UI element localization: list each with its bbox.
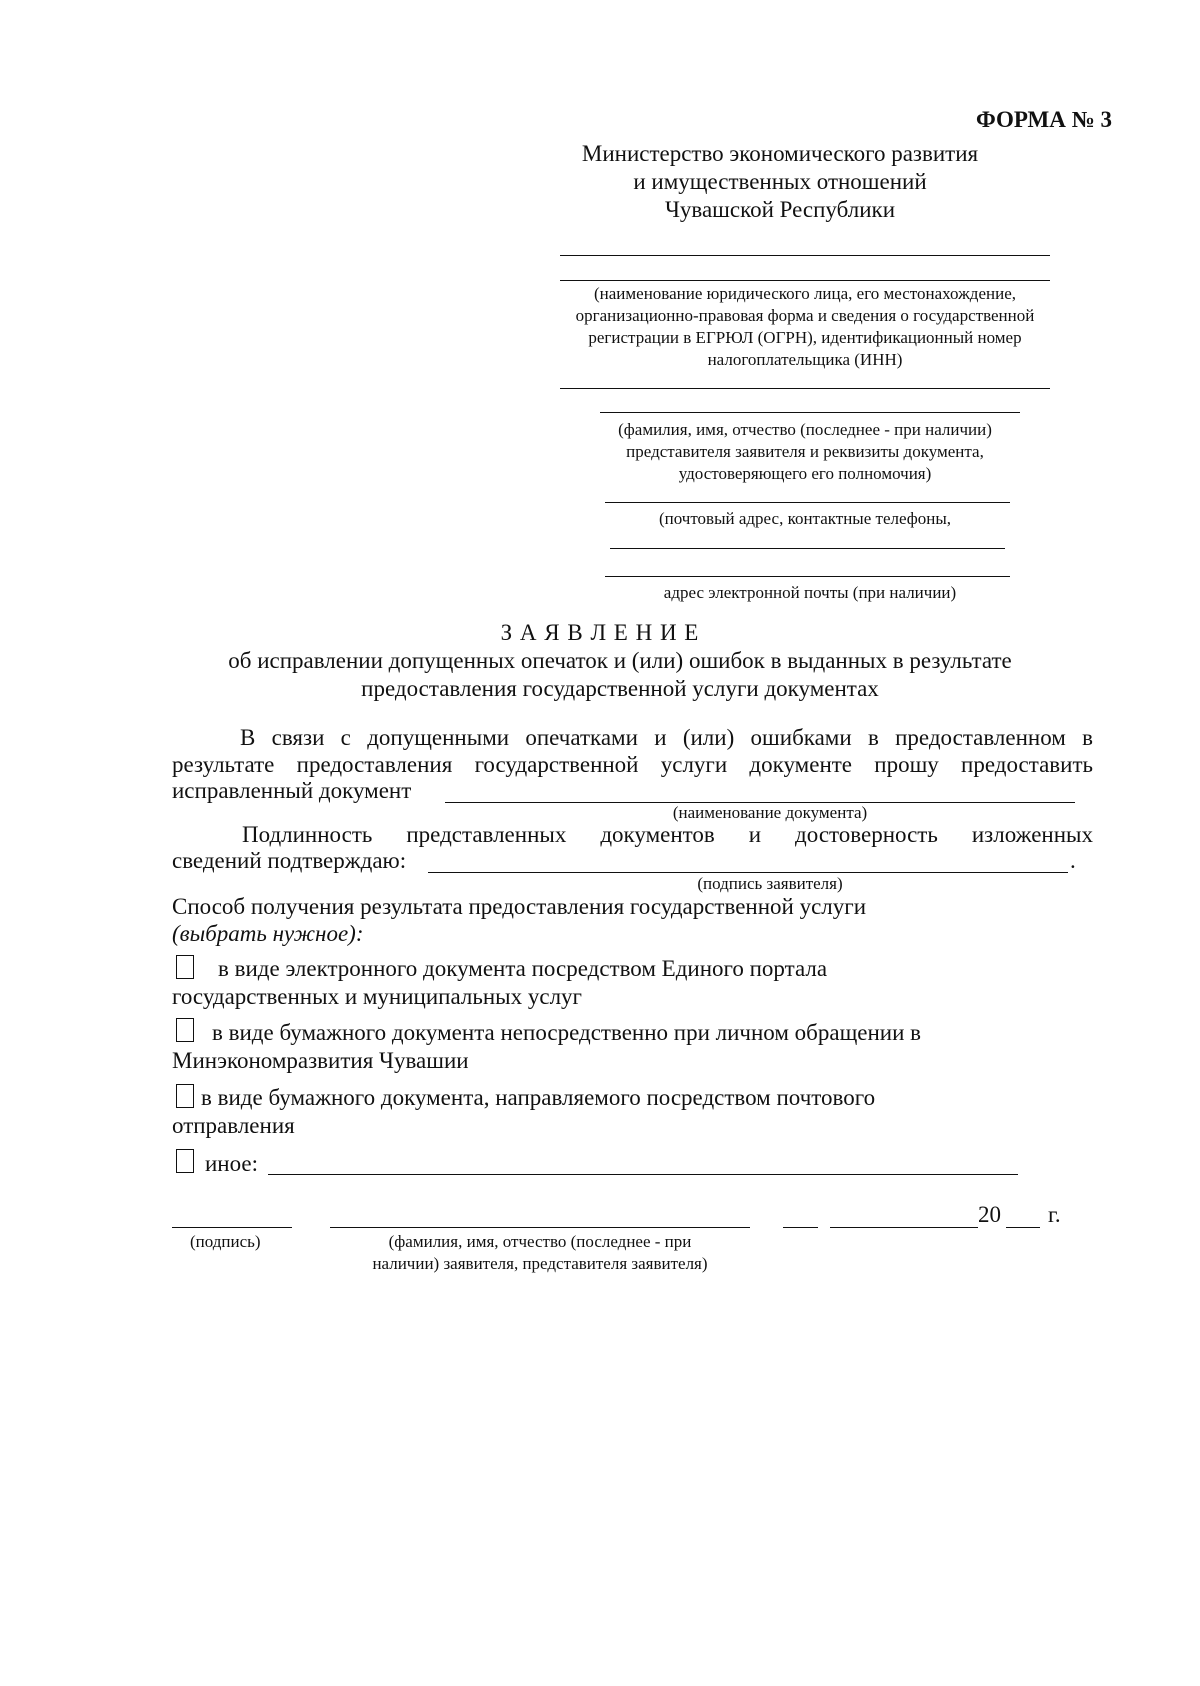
option-paper-personal-line-2: Минэкономразвития Чувашии: [172, 1048, 469, 1073]
date-month-field[interactable]: [830, 1227, 978, 1228]
paragraph-2-line-1: Подлинность представленных документов и достоверность изложенных: [242, 822, 1093, 847]
fio-hint-line-1: (фамилия, имя, отчество (последнее - при: [388, 1232, 692, 1251]
legal-entity-hint-line-1: (наименование юридического лица, его местонахождение,: [594, 284, 1016, 303]
postal-hint: (почтовый адрес, контактные телефоны,: [658, 509, 952, 528]
paragraph-1-line-1: В связи с допущенными опечатками и (или) ошибками в предоставленном в: [240, 725, 1093, 750]
signature-field[interactable]: [172, 1227, 292, 1228]
legal-entity-hint: [520, 283, 1090, 371]
addressee-line-3: Чувашской Республики: [664, 197, 896, 222]
date-year-prefix: 20: [978, 1202, 1001, 1227]
date-day-field[interactable]: [783, 1227, 818, 1228]
method-line-1: Способ получения результата предоставления государственной услуги: [172, 894, 867, 919]
contact-field-1[interactable]: [610, 548, 1005, 549]
option-paper-personal-checkbox[interactable]: [176, 1018, 194, 1042]
document-name-hint: (наименование документа): [672, 803, 868, 822]
date-year-suffix: г.: [1048, 1202, 1061, 1227]
addressee-line-2: и имущественных отношений: [633, 169, 927, 194]
document-subtitle: [150, 647, 1090, 703]
fio-hint: [320, 1231, 760, 1275]
method-line-2: (выбрать нужное):: [172, 921, 364, 946]
paragraph-1-line-2: результате предоставления государственной услуги документе прошу предоставить: [172, 752, 1093, 777]
document-subtitle-line-2: предоставления государственной услуги документах: [361, 676, 879, 701]
email-field[interactable]: [605, 576, 1010, 577]
representative-hint-line-2: представителя заявителя и реквизиты документа,: [626, 442, 984, 461]
applicant-signature-hint: (подпись заявителя): [697, 874, 843, 893]
option-other-label: иное:: [205, 1151, 258, 1176]
postal-field[interactable]: [605, 502, 1010, 503]
representative-hint-line-1: (фамилия, имя, отчество (последнее - при наличии): [618, 420, 992, 439]
option-other-field[interactable]: [268, 1174, 1018, 1175]
email-hint: адрес электронной почты (при наличии): [663, 583, 957, 602]
addressee-block: [550, 140, 1010, 224]
representative-field-1[interactable]: [560, 388, 1050, 389]
signature-hint: (подпись): [190, 1232, 261, 1251]
addressee-line-1: Министерство экономического развития: [581, 141, 979, 166]
legal-entity-field-1[interactable]: [560, 255, 1050, 256]
paragraph-2-line-2: сведений подтверждаю:: [172, 848, 407, 873]
paragraph-1-line-3: исправленный документ: [172, 778, 412, 803]
legal-entity-field-2[interactable]: [560, 280, 1050, 281]
date-year-field[interactable]: [1006, 1227, 1040, 1228]
representative-hint: [560, 419, 1050, 485]
legal-entity-hint-line-4: налогоплательщика (ИНН): [707, 350, 903, 369]
document-subtitle-line-1: об исправлении допущенных опечаток и (или) ошибок в выданных в результате: [228, 648, 1012, 673]
legal-entity-hint-line-2: организационно-правовая форма и сведения о государственной: [575, 306, 1035, 325]
representative-field-2[interactable]: [600, 412, 1020, 413]
option-paper-mail-line-2: отправления: [172, 1113, 295, 1138]
form-number: ФОРМА № 3: [976, 107, 1112, 132]
document-title: З А Я В Л Е Н И Е: [500, 620, 700, 645]
option-electronic-line-1: в виде электронного документа посредством Единого портала: [218, 956, 828, 981]
option-electronic-line-2: государственных и муниципальных услуг: [172, 984, 582, 1009]
option-paper-personal-line-1: в виде бумажного документа непосредственно при личном обращении в: [212, 1020, 922, 1045]
option-paper-mail-checkbox[interactable]: [176, 1084, 194, 1108]
option-paper-mail-line-1: в виде бумажного документа, направляемого посредством почтового: [201, 1085, 876, 1110]
option-electronic-checkbox[interactable]: [176, 955, 194, 979]
fio-field[interactable]: [330, 1227, 750, 1228]
legal-entity-hint-line-3: регистрации в ЕГРЮЛ (ОГРН), идентификационный номер: [588, 328, 1022, 347]
fio-hint-line-2: наличии) заявителя, представителя заявителя): [372, 1254, 708, 1273]
option-other-checkbox[interactable]: [176, 1149, 194, 1173]
paragraph-2-end: .: [1070, 848, 1076, 873]
representative-hint-line-3: удостоверяющего его полномочия): [678, 464, 932, 483]
